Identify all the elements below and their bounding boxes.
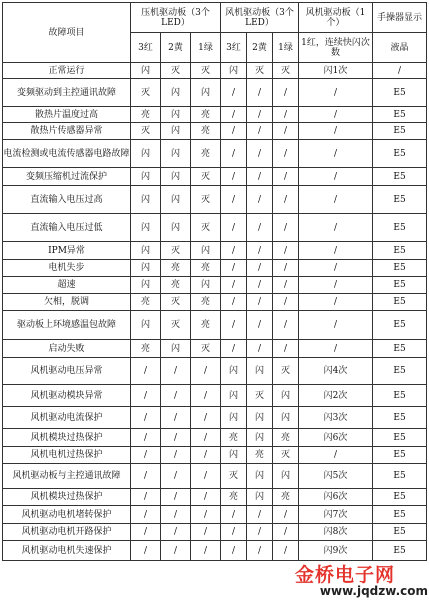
status-cell: E5 <box>373 277 427 294</box>
status-cell: / <box>247 214 273 242</box>
status-cell: / <box>273 107 299 123</box>
status-cell: E5 <box>373 140 427 168</box>
header-fan-led-2-yellow: 2黄 <box>247 33 273 63</box>
table-row <box>3 541 427 561</box>
status-cell: 闪9次 <box>299 541 373 561</box>
status-cell: 亮 <box>161 260 191 277</box>
status-cell: / <box>131 447 161 464</box>
status-cell: / <box>247 242 273 260</box>
status-cell: / <box>247 294 273 311</box>
status-cell: 闪6次 <box>299 429 373 447</box>
status-cell: / <box>299 123 373 140</box>
fault-name-cell: 电机失步 <box>3 260 131 277</box>
status-cell: E5 <box>373 294 427 311</box>
status-cell: / <box>131 407 161 429</box>
table-row <box>3 358 427 385</box>
status-cell: E5 <box>373 524 427 541</box>
status-cell: / <box>299 294 373 311</box>
status-cell: / <box>161 385 191 407</box>
status-cell: / <box>161 407 191 429</box>
status-cell: 亮 <box>191 123 221 140</box>
table-row <box>3 524 427 541</box>
status-cell: / <box>273 123 299 140</box>
status-cell: / <box>161 506 191 524</box>
status-cell: / <box>221 277 247 294</box>
status-cell: / <box>247 277 273 294</box>
status-cell: 亮 <box>131 340 161 358</box>
status-cell: / <box>299 242 373 260</box>
status-cell: / <box>221 123 247 140</box>
status-cell: / <box>247 340 273 358</box>
status-cell: 灭 <box>161 311 191 340</box>
header-handset-display: 手操器显示 <box>373 3 427 33</box>
status-cell: E5 <box>373 541 427 561</box>
status-cell: 灭 <box>221 464 247 489</box>
watermark-url: www.jqdzw.com <box>319 584 428 598</box>
status-cell: / <box>273 506 299 524</box>
status-cell: 灭 <box>161 294 191 311</box>
status-cell: 灭 <box>161 242 191 260</box>
status-cell: 灭 <box>273 63 299 79</box>
status-cell: 闪 <box>131 242 161 260</box>
header-compressor-board: 压机驱动板（3个LED） <box>131 3 221 33</box>
fault-name-cell: 超速 <box>3 277 131 294</box>
status-cell: / <box>221 311 247 340</box>
status-cell: / <box>221 168 247 186</box>
status-cell: 闪 <box>191 242 221 260</box>
status-cell: E5 <box>373 168 427 186</box>
table-row <box>3 107 427 123</box>
status-cell: / <box>273 294 299 311</box>
status-cell: E5 <box>373 186 427 214</box>
status-cell: / <box>221 186 247 214</box>
table-row <box>3 214 427 242</box>
status-cell: / <box>273 140 299 168</box>
status-cell: / <box>273 311 299 340</box>
table-row <box>3 168 427 186</box>
status-cell: / <box>247 168 273 186</box>
status-cell: / <box>131 524 161 541</box>
status-cell: / <box>247 541 273 561</box>
status-cell: 亮 <box>273 489 299 506</box>
fault-name-cell: 启动失败 <box>3 340 131 358</box>
table-row <box>3 429 427 447</box>
status-cell: E5 <box>373 385 427 407</box>
status-cell: / <box>191 447 221 464</box>
status-cell: E5 <box>373 489 427 506</box>
table-row <box>3 186 427 214</box>
status-cell: 亮 <box>131 294 161 311</box>
status-cell: / <box>131 358 161 385</box>
status-cell: 亮 <box>191 311 221 340</box>
status-cell: 闪 <box>221 63 247 79</box>
status-cell: / <box>221 260 247 277</box>
header-fault-item: 故障项目 <box>3 3 131 63</box>
fault-name-cell: 风机模块过热保护 <box>3 429 131 447</box>
status-cell: / <box>299 79 373 107</box>
status-cell: / <box>299 277 373 294</box>
status-cell: 灭 <box>247 63 273 79</box>
status-cell: 闪 <box>131 140 161 168</box>
status-cell: / <box>191 506 221 524</box>
status-cell: 灭 <box>191 63 221 79</box>
status-cell: / <box>191 464 221 489</box>
header-led-1-green: 1绿 <box>191 33 221 63</box>
status-cell: / <box>161 541 191 561</box>
status-cell: E5 <box>373 340 427 358</box>
status-cell: 闪6次 <box>299 489 373 506</box>
status-cell: / <box>273 242 299 260</box>
fault-code-table <box>2 2 427 561</box>
status-cell: / <box>191 541 221 561</box>
status-cell: 闪 <box>247 489 273 506</box>
status-cell: 亮 <box>273 429 299 447</box>
status-cell: 闪 <box>221 385 247 407</box>
status-cell: / <box>161 524 191 541</box>
status-cell: 闪 <box>161 140 191 168</box>
status-cell: 闪2次 <box>299 385 373 407</box>
status-cell: / <box>247 123 273 140</box>
status-cell: 闪8次 <box>299 524 373 541</box>
status-cell: / <box>273 524 299 541</box>
status-cell: E5 <box>373 260 427 277</box>
status-cell: 亮 <box>191 294 221 311</box>
status-cell: 闪 <box>161 107 191 123</box>
status-cell: / <box>161 429 191 447</box>
status-cell: / <box>247 79 273 107</box>
status-cell: 亮 <box>191 260 221 277</box>
table-row <box>3 63 427 79</box>
status-cell: / <box>221 79 247 107</box>
status-cell: / <box>273 541 299 561</box>
header-led-2-yellow: 2黄 <box>161 33 191 63</box>
fault-name-cell: 直流输入电压过低 <box>3 214 131 242</box>
table-row <box>3 385 427 407</box>
status-cell: / <box>131 489 161 506</box>
status-cell: / <box>221 140 247 168</box>
status-cell: / <box>221 506 247 524</box>
status-cell: 灭 <box>191 186 221 214</box>
status-cell: / <box>373 63 427 79</box>
fault-name-cell: IPM异常 <box>3 242 131 260</box>
watermark <box>262 560 428 600</box>
status-cell: 闪 <box>273 464 299 489</box>
status-cell: 亮 <box>221 429 247 447</box>
fault-name-cell: 风机电机过热保护 <box>3 447 131 464</box>
status-cell: / <box>161 489 191 506</box>
status-cell: 闪 <box>221 358 247 385</box>
header-fan-board-3led: 风机驱动板（3个LED） <box>221 3 299 33</box>
table-row <box>3 242 427 260</box>
table-row <box>3 464 427 489</box>
status-cell: / <box>247 524 273 541</box>
table-row <box>3 140 427 168</box>
status-cell: E5 <box>373 311 427 340</box>
status-cell: / <box>273 186 299 214</box>
status-cell: 闪 <box>247 358 273 385</box>
table-row <box>3 277 427 294</box>
status-cell: E5 <box>373 506 427 524</box>
status-cell: 闪 <box>131 277 161 294</box>
header-lcd: 液晶 <box>373 33 427 63</box>
status-cell: 闪 <box>161 123 191 140</box>
status-cell: 闪 <box>131 214 161 242</box>
status-cell: / <box>299 107 373 123</box>
status-cell: / <box>273 214 299 242</box>
status-cell: / <box>221 294 247 311</box>
status-cell: / <box>299 340 373 358</box>
status-cell: / <box>191 524 221 541</box>
status-cell: E5 <box>373 242 427 260</box>
status-cell: 闪 <box>161 214 191 242</box>
table-row <box>3 447 427 464</box>
fault-name-cell: 风机驱动电机失速保护 <box>3 541 131 561</box>
status-cell: / <box>273 79 299 107</box>
status-cell: 灭 <box>247 385 273 407</box>
status-cell: 闪 <box>191 277 221 294</box>
table-row <box>3 506 427 524</box>
status-cell: / <box>247 140 273 168</box>
status-cell: 灭 <box>131 123 161 140</box>
status-cell: / <box>221 214 247 242</box>
status-cell: / <box>299 168 373 186</box>
status-cell: 闪4次 <box>299 358 373 385</box>
status-cell: / <box>191 489 221 506</box>
status-cell: 闪 <box>221 447 247 464</box>
fault-name-cell: 散热片温度过高 <box>3 107 131 123</box>
header-fan-board-1led: 风机驱动板（1个） <box>299 3 373 33</box>
status-cell: 亮 <box>161 277 191 294</box>
status-cell: 亮 <box>247 447 273 464</box>
status-cell: / <box>131 429 161 447</box>
status-cell: / <box>191 385 221 407</box>
status-cell: / <box>131 541 161 561</box>
status-cell: 亮 <box>191 107 221 123</box>
status-cell: 闪 <box>131 311 161 340</box>
status-cell: E5 <box>373 464 427 489</box>
table-row <box>3 407 427 429</box>
status-cell: / <box>161 464 191 489</box>
fault-name-cell: 风机驱动模块异常 <box>3 385 131 407</box>
status-cell: 闪 <box>247 464 273 489</box>
status-cell: 闪1次 <box>299 63 373 79</box>
status-cell: 闪 <box>247 429 273 447</box>
status-cell: / <box>299 311 373 340</box>
status-cell: / <box>273 168 299 186</box>
status-cell: 灭 <box>191 168 221 186</box>
header-led-3-red: 3红 <box>131 33 161 63</box>
status-cell: / <box>247 311 273 340</box>
fault-name-cell: 风机模块过热保护 <box>3 489 131 506</box>
status-cell: E5 <box>373 358 427 385</box>
status-cell: E5 <box>373 447 427 464</box>
fault-name-cell: 风机驱动电机开路保护 <box>3 524 131 541</box>
status-cell: / <box>299 214 373 242</box>
fault-name-cell: 驱动板上环境感温包故障 <box>3 311 131 340</box>
fault-name-cell: 风机驱动电压异常 <box>3 358 131 385</box>
status-cell: 闪 <box>131 260 161 277</box>
fault-name-cell: 正常运行 <box>3 63 131 79</box>
status-cell: / <box>221 340 247 358</box>
status-cell: 闪 <box>131 186 161 214</box>
fault-name-cell: 变频压缩机过流保护 <box>3 168 131 186</box>
status-cell: / <box>299 140 373 168</box>
status-cell: 闪 <box>273 407 299 429</box>
status-cell: 灭 <box>273 358 299 385</box>
status-cell: / <box>221 524 247 541</box>
status-cell: 闪 <box>131 168 161 186</box>
status-cell: 灭 <box>191 340 221 358</box>
status-cell: 灭 <box>273 447 299 464</box>
status-cell: 闪 <box>247 407 273 429</box>
status-cell: / <box>221 541 247 561</box>
fault-name-cell: 电流检测或电流传感器电路故障 <box>3 140 131 168</box>
status-cell: 闪 <box>161 168 191 186</box>
table-row <box>3 79 427 107</box>
status-cell: / <box>299 186 373 214</box>
status-cell: 亮 <box>191 140 221 168</box>
status-cell: 闪 <box>191 79 221 107</box>
table-row <box>3 294 427 311</box>
status-cell: 灭 <box>191 214 221 242</box>
status-cell: 闪3次 <box>299 407 373 429</box>
status-cell: / <box>247 260 273 277</box>
status-cell: / <box>247 107 273 123</box>
fault-name-cell: 变频驱动到主控通讯故障 <box>3 79 131 107</box>
status-cell: / <box>273 277 299 294</box>
fault-name-cell: 散热片传感器异常 <box>3 123 131 140</box>
status-cell: / <box>131 506 161 524</box>
status-cell: E5 <box>373 407 427 429</box>
status-cell: 闪 <box>161 186 191 214</box>
status-cell: E5 <box>373 79 427 107</box>
status-cell: / <box>161 358 191 385</box>
status-cell: 闪 <box>131 63 161 79</box>
status-cell: / <box>131 385 161 407</box>
header-fan-led-1-green: 1绿 <box>273 33 299 63</box>
status-cell: / <box>273 340 299 358</box>
status-cell: 闪 <box>273 385 299 407</box>
status-cell: / <box>221 242 247 260</box>
status-cell: 闪 <box>221 407 247 429</box>
status-cell: / <box>131 464 161 489</box>
fault-name-cell: 欠相，脱调 <box>3 294 131 311</box>
fault-name-cell: 风机驱动电流保护 <box>3 407 131 429</box>
fault-name-cell: 风机驱动板与主控通讯故障 <box>3 464 131 489</box>
header-flash-count: 1红，连续快闪次数 <box>299 33 373 63</box>
table-row <box>3 489 427 506</box>
status-cell: / <box>273 260 299 277</box>
table-row <box>3 123 427 140</box>
status-cell: / <box>221 107 247 123</box>
status-cell: / <box>191 358 221 385</box>
status-cell: / <box>191 429 221 447</box>
status-cell: / <box>247 506 273 524</box>
status-cell: 灭 <box>131 79 161 107</box>
status-cell: 闪5次 <box>299 464 373 489</box>
header-fan-led-3-red: 3红 <box>221 33 247 63</box>
fault-name-cell: 直流输入电压过高 <box>3 186 131 214</box>
status-cell: E5 <box>373 107 427 123</box>
table-row <box>3 311 427 340</box>
table-row <box>3 260 427 277</box>
status-cell: / <box>191 407 221 429</box>
fault-name-cell: 风机驱动电机堵转保护 <box>3 506 131 524</box>
status-cell: / <box>161 447 191 464</box>
status-cell: 亮 <box>221 489 247 506</box>
table-row <box>3 340 427 358</box>
status-cell: 闪7次 <box>299 506 373 524</box>
status-cell: E5 <box>373 429 427 447</box>
status-cell: 亮 <box>131 107 161 123</box>
status-cell: / <box>299 447 373 464</box>
status-cell: E5 <box>373 123 427 140</box>
status-cell: / <box>299 260 373 277</box>
status-cell: 灭 <box>161 63 191 79</box>
watermark-name: 金桥电子网 <box>294 564 395 586</box>
status-cell: E5 <box>373 214 427 242</box>
status-cell: / <box>247 186 273 214</box>
status-cell: 闪 <box>161 340 191 358</box>
status-cell: 闪 <box>161 79 191 107</box>
